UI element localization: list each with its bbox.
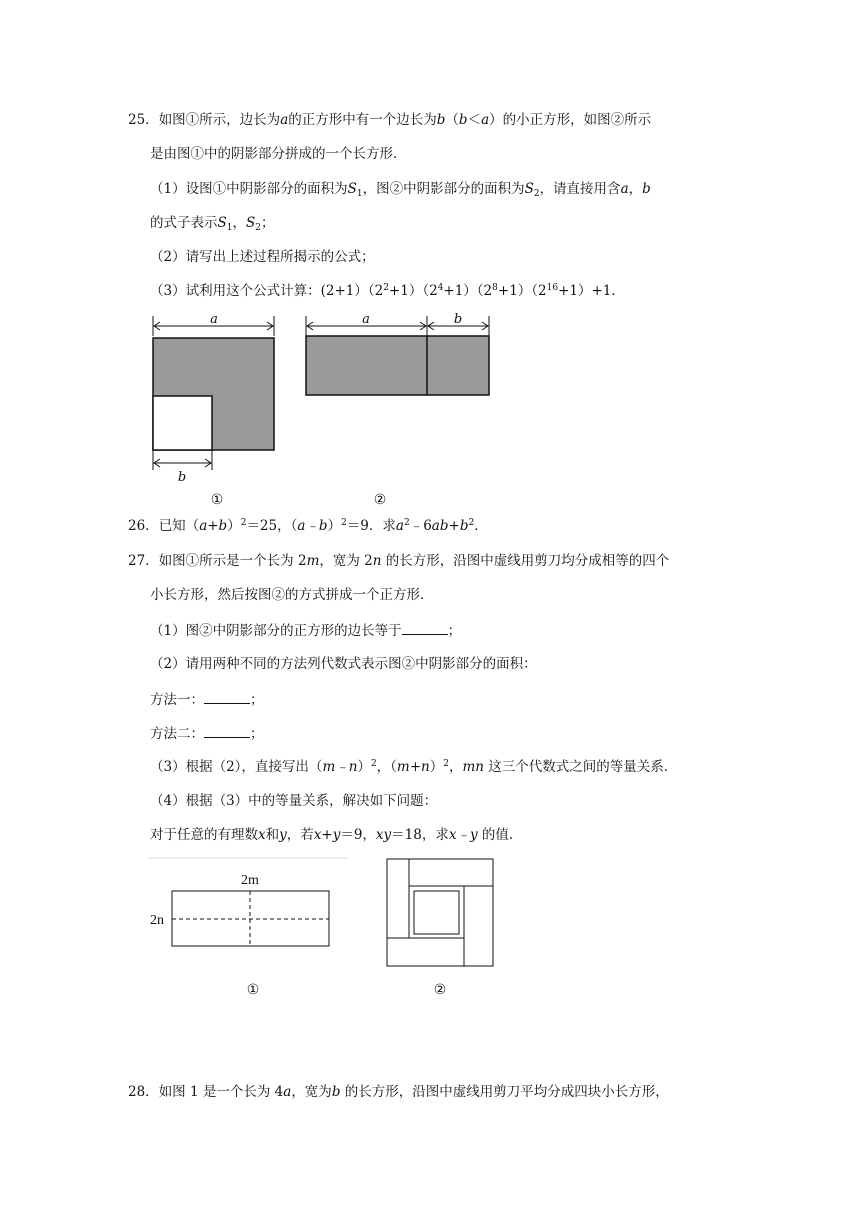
var: a: [620, 181, 629, 197]
text: 是由图①中的阴影部分拼成的一个长方形．: [150, 146, 407, 162]
subscript: 2: [255, 223, 261, 233]
exponent: 2: [383, 283, 389, 293]
text: +1）（2: [388, 283, 438, 299]
q27-part3: [150, 757, 677, 777]
text: ）的小正方形，如图②所示: [489, 112, 652, 128]
exponent: 16: [546, 283, 559, 293]
text: ，请直接用含: [539, 181, 621, 197]
q27-method2: [150, 723, 264, 744]
text: 已知（: [158, 518, 200, 534]
text: ，: [448, 759, 463, 775]
var: m﹣n: [322, 759, 358, 775]
text: ）: [327, 518, 342, 534]
figure-number: ①: [210, 492, 224, 508]
label-a: a: [362, 312, 370, 327]
q27-number: 27．: [128, 553, 159, 569]
label-2n: 2n: [150, 913, 164, 928]
answer-blank[interactable]: [204, 723, 250, 738]
var: y: [279, 827, 287, 843]
text: （2）请用两种不同的方法列代数式表示图②中阴影部分的面积：: [150, 656, 537, 672]
q25-part2: [150, 247, 375, 267]
text: ；: [250, 726, 264, 742]
text: 的式子表示: [150, 215, 218, 231]
text: ＝18，求: [391, 827, 449, 843]
text: （1）设图①中阴影部分的面积为: [150, 181, 348, 197]
label-b: b: [177, 470, 187, 485]
q27-figure-2: [380, 858, 500, 1006]
text: 方法二：: [150, 726, 204, 742]
q25-line1: [128, 110, 651, 130]
subscript: 2: [533, 189, 540, 199]
text: +: [448, 518, 460, 534]
var: b: [642, 181, 651, 197]
var: x﹣y: [448, 827, 478, 843]
text: ＝9，: [340, 827, 376, 843]
text: ，: [232, 215, 246, 231]
text: （1）图②中阴影部分的正方形的边长等于: [150, 623, 402, 639]
small-square: [153, 396, 212, 450]
var: a+b: [199, 518, 228, 534]
text: +1）+1．: [558, 283, 625, 299]
var: a: [481, 112, 490, 128]
text: ，图②中阴影部分的面积为: [362, 181, 525, 197]
figure-number: ②: [433, 982, 447, 998]
var: m+n: [396, 759, 430, 775]
var: b: [436, 112, 446, 128]
exponent: 2: [443, 759, 449, 769]
text: ，宽为 2: [319, 553, 373, 569]
subscript: 1: [356, 189, 363, 199]
text: ；: [447, 623, 462, 639]
text: 的正方形中有一个边长为: [288, 112, 437, 128]
q28-number: 28．: [128, 1084, 159, 1100]
text: ，（: [376, 759, 397, 775]
text: ）: [357, 759, 371, 775]
q25-line2: [150, 144, 407, 164]
text: ；: [260, 215, 275, 231]
text: ）: [429, 759, 444, 775]
var: b: [459, 518, 469, 534]
exponent: 2: [341, 518, 347, 528]
var: S: [347, 181, 357, 197]
inner-square: [414, 891, 459, 934]
text: 小长方形，然后按图②的方式拼成一个正方形．: [150, 587, 434, 603]
exponent: 2: [240, 518, 247, 528]
var: m: [306, 553, 320, 569]
q27-part2: [150, 654, 537, 674]
var: a: [280, 112, 289, 128]
var: a﹣b: [297, 518, 328, 534]
text: （3）试利用这个公式计算：(2+1）（2: [150, 283, 384, 299]
long-rectangle-shaded: [306, 336, 489, 395]
q27-part5: [150, 825, 522, 845]
answer-blank[interactable]: [204, 689, 250, 704]
text: ＝25，（: [246, 518, 298, 534]
text: ﹣6: [409, 518, 432, 534]
text: 方法一：: [150, 692, 204, 708]
q25-part3: [150, 281, 625, 301]
text: ＝9．求: [346, 518, 396, 534]
text: （2）请写出上述过程所揭示的公式；: [150, 249, 375, 265]
label-2m: 2m: [241, 873, 259, 888]
q26-number: 26．: [128, 518, 159, 534]
text: （: [445, 112, 459, 128]
q27-part4: [150, 791, 437, 811]
q27-line2: [150, 585, 434, 605]
text: ；: [250, 692, 264, 708]
q27-line1: [128, 551, 669, 571]
text: 如图①所示，边长为: [158, 112, 281, 128]
q26-line: [128, 516, 488, 536]
text: 的值．: [477, 827, 523, 843]
exponent: 4: [437, 283, 444, 293]
var: a: [283, 1084, 292, 1100]
q25-number: 25．: [128, 112, 159, 128]
exponent: 2: [403, 518, 410, 528]
text: 和: [265, 827, 280, 843]
var: x+y: [313, 827, 341, 843]
text: 的长方形，沿图中虚线用剪刀均分成相等的四个: [381, 553, 670, 569]
text: ，若: [286, 827, 314, 843]
text: 的长方形，沿图中虚线用剪刀平均分成四块小长方形，: [340, 1084, 669, 1100]
text: ．: [474, 518, 488, 534]
var: mn: [462, 759, 484, 775]
q27-part1: [150, 620, 461, 641]
var: n: [372, 553, 382, 569]
q27-method1: [150, 689, 264, 710]
exponent: 2: [370, 759, 377, 769]
text: （4）根据（3）中的等量关系，解决如下问题：: [150, 793, 438, 809]
var: b: [458, 112, 468, 128]
q27-figure-1: [148, 858, 348, 1006]
answer-blank[interactable]: [402, 620, 448, 635]
text: 如图①所示是一个长为 2: [158, 553, 307, 569]
q25-part1: [150, 179, 651, 199]
q28-line1: [128, 1082, 669, 1102]
var: S: [245, 215, 256, 231]
var: S: [217, 215, 227, 231]
var: S: [524, 181, 534, 197]
var: ab: [431, 518, 449, 534]
var: x: [258, 827, 266, 843]
text: ，宽为: [291, 1084, 332, 1100]
text: （3）根据（2），直接写出（: [150, 759, 323, 775]
label-a: a: [210, 312, 218, 327]
q25-figure-2: [300, 308, 500, 508]
q25-figure-1: [140, 308, 290, 508]
subscript: 1: [226, 223, 233, 233]
q25-part1-cont: [150, 213, 274, 233]
label-b: b: [453, 312, 463, 327]
text: ）: [227, 518, 241, 534]
text: ＜: [467, 112, 482, 128]
figure-number: ①: [246, 982, 260, 998]
text: +1）（2: [443, 283, 493, 299]
text: +1）（2: [497, 283, 547, 299]
text: 对于任意的有理数: [150, 827, 258, 843]
var: b: [331, 1084, 341, 1100]
exponent: 2: [468, 518, 475, 528]
var: a: [395, 518, 404, 534]
text: 这三个代数式之间的等量关系．: [483, 759, 678, 775]
text: 如图 1 是一个长为 4: [158, 1084, 284, 1100]
figure-number: ②: [373, 492, 387, 508]
exponent: 8: [492, 283, 498, 293]
var: xy: [375, 827, 392, 843]
text: ，: [628, 181, 643, 197]
